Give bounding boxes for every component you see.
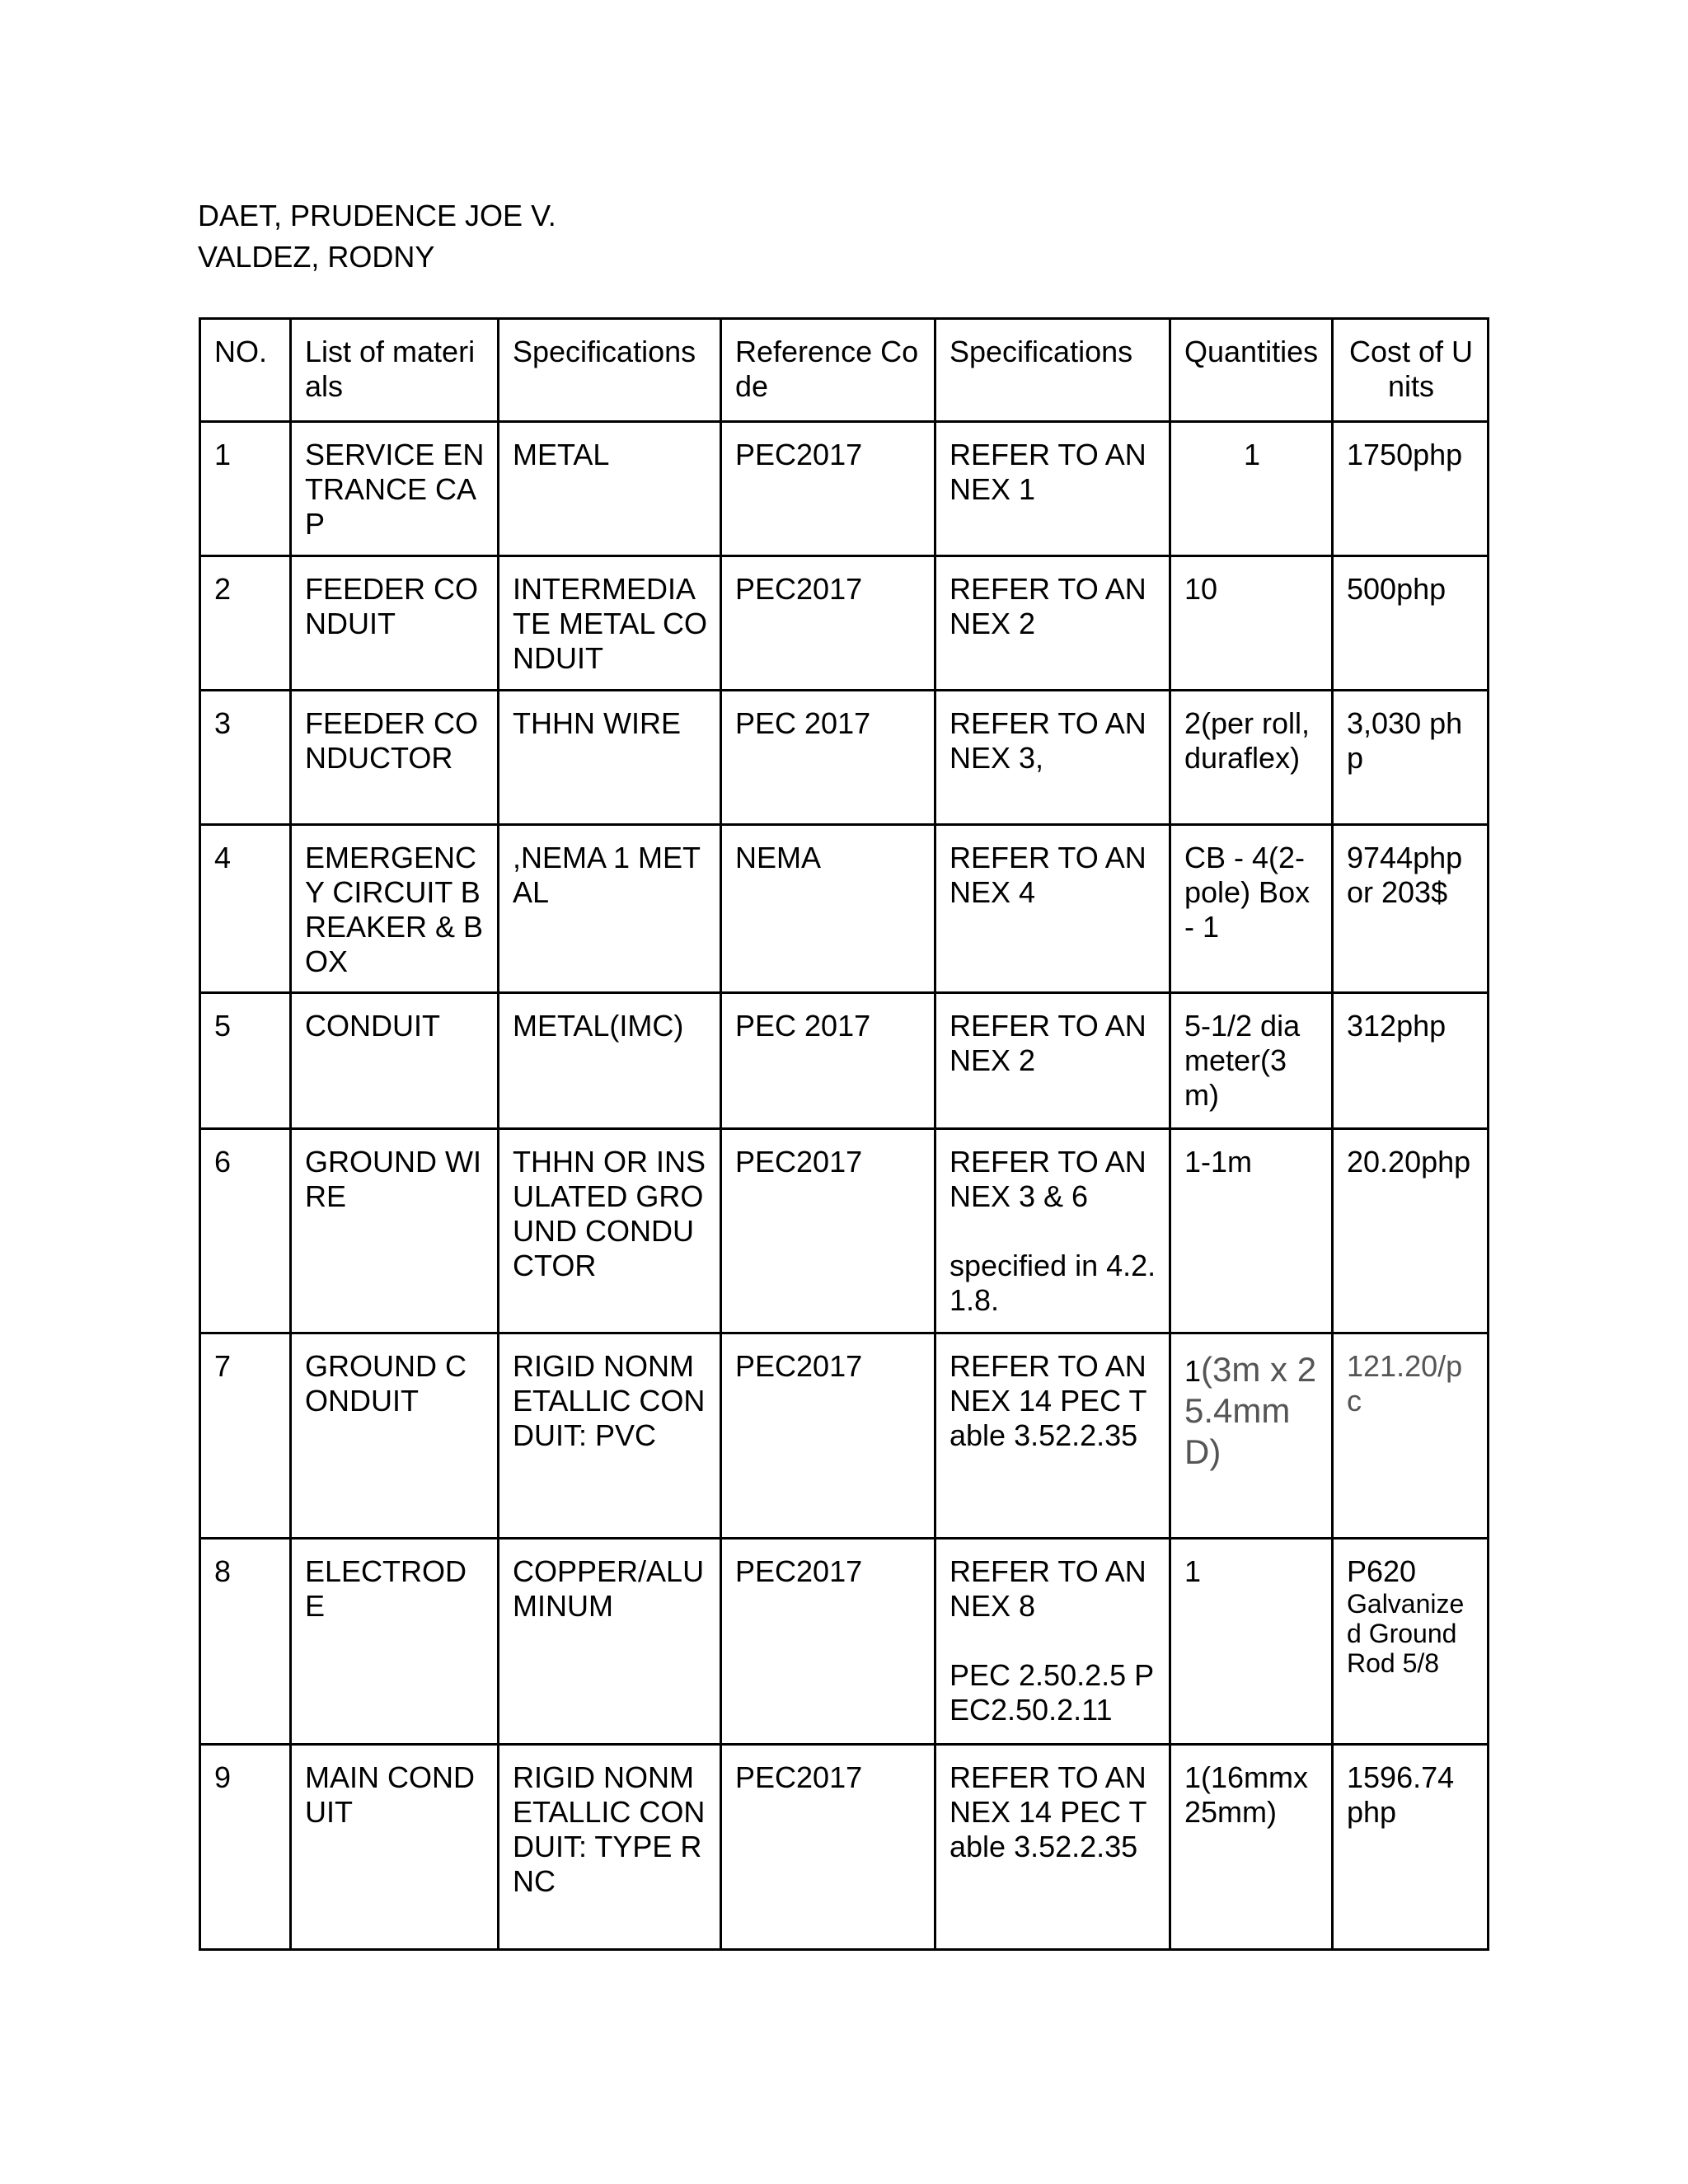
row-no: 6 xyxy=(200,1129,291,1333)
author-name: DAET, PRUDENCE JOE V. xyxy=(198,199,556,232)
row-spec: THHN OR INSULATED GROUND CONDUCTOR xyxy=(499,1129,721,1333)
header-specifications-2: Specifications xyxy=(935,319,1170,422)
spec2-line: REFER TO ANNEX 2 xyxy=(950,572,1146,640)
row-material: FEEDER CONDUCTOR xyxy=(291,691,499,825)
row-qty: 1 xyxy=(1170,1539,1333,1745)
row-spec2 xyxy=(935,422,1170,556)
row-ref: NEMA xyxy=(721,825,935,993)
row-qty: 1 xyxy=(1170,422,1333,556)
row-no: 7 xyxy=(200,1333,291,1539)
row-cost: 20.20php xyxy=(1333,1129,1489,1333)
spec2-line: REFER TO ANNEX 14 PEC Table 3.52.2.35 xyxy=(950,1349,1147,1452)
row-ref: PEC2017 xyxy=(721,556,935,691)
spacer xyxy=(950,1624,1157,1658)
qty-prefix: 1 xyxy=(1184,1354,1202,1388)
header-no: NO. xyxy=(200,319,291,422)
row-material: FEEDER CONDUIT xyxy=(291,556,499,691)
row-ref: PEC 2017 xyxy=(721,993,935,1129)
row-spec2 xyxy=(935,993,1170,1129)
spec2-line: PEC 2.50.2.5 PEC2.50.2.11 xyxy=(950,1658,1155,1727)
row-no: 2 xyxy=(200,556,291,691)
header-quantities: Quantities xyxy=(1170,319,1333,422)
author-list xyxy=(198,195,556,278)
row-material: SERVICE ENTRANCE CAP xyxy=(291,422,499,556)
spec2-line: REFER TO ANNEX 8 xyxy=(950,1554,1146,1623)
row-no: 4 xyxy=(200,825,291,993)
spec2-line: specified in 4.2.1.8. xyxy=(950,1249,1156,1317)
row-material: EMERGENCY CIRCUIT BREAKER & BOX xyxy=(291,825,499,993)
row-spec2 xyxy=(935,691,1170,825)
table-row xyxy=(200,691,1489,825)
row-material: ELECTRODE xyxy=(291,1539,499,1745)
row-material: CONDUIT xyxy=(291,993,499,1129)
row-cost: 121.20/pc xyxy=(1333,1333,1489,1539)
row-ref: PEC2017 xyxy=(721,1333,935,1539)
row-qty xyxy=(1170,1333,1333,1539)
row-material: MAIN CONDUIT xyxy=(291,1745,499,1950)
row-cost: 1750php xyxy=(1333,422,1489,556)
row-spec: COPPER/ALUMINUM xyxy=(499,1539,721,1745)
row-spec: THHN WIRE xyxy=(499,691,721,825)
row-qty: 1(16mmx 25mm) xyxy=(1170,1745,1333,1950)
table-row xyxy=(200,422,1489,556)
table-row xyxy=(200,1539,1489,1745)
cost-description: Galvanized Ground Rod 5/8 xyxy=(1347,1589,1465,1678)
row-cost: 9744php or 203$ xyxy=(1333,825,1489,993)
row-ref: PEC2017 xyxy=(721,422,935,556)
spec2-line: REFER TO ANNEX 2 xyxy=(950,1009,1146,1077)
header-reference-code: Reference Code xyxy=(721,319,935,422)
row-spec2 xyxy=(935,556,1170,691)
spacer xyxy=(950,1214,1157,1249)
qty-value: (3m x 25.4mm D) xyxy=(1184,1350,1317,1471)
table-header-row xyxy=(200,319,1489,422)
row-spec: RIGID NONMETALLIC CONDUIT: TYPE RNC xyxy=(499,1745,721,1950)
row-no: 3 xyxy=(200,691,291,825)
table-row xyxy=(200,993,1489,1129)
table-row xyxy=(200,825,1489,993)
row-cost: 312php xyxy=(1333,993,1489,1129)
spec2-line: REFER TO ANNEX 3, xyxy=(950,706,1146,775)
row-ref: PEC2017 xyxy=(721,1539,935,1745)
row-ref: PEC2017 xyxy=(721,1745,935,1950)
row-cost xyxy=(1333,1539,1489,1745)
row-material: GROUND WIRE xyxy=(291,1129,499,1333)
table-row xyxy=(200,1129,1489,1333)
row-spec: ,NEMA 1 METAL xyxy=(499,825,721,993)
row-qty: 1-1m xyxy=(1170,1129,1333,1333)
row-qty: 5-1/2 diameter(3m) xyxy=(1170,993,1333,1129)
row-qty: 2(per roll, duraflex) xyxy=(1170,691,1333,825)
row-ref: PEC 2017 xyxy=(721,691,935,825)
table-row xyxy=(200,1333,1489,1539)
row-spec: METAL(IMC) xyxy=(499,993,721,1129)
row-spec: INTERMEDIATE METAL CONDUIT xyxy=(499,556,721,691)
row-spec: METAL xyxy=(499,422,721,556)
row-qty: CB - 4(2-pole) Box - 1 xyxy=(1170,825,1333,993)
row-spec2 xyxy=(935,1745,1170,1950)
row-spec2 xyxy=(935,1333,1170,1539)
spec2-line: REFER TO ANNEX 1 xyxy=(950,438,1146,506)
spec2-line: REFER TO ANNEX 4 xyxy=(950,841,1146,909)
spec2-line: REFER TO ANNEX 3 & 6 xyxy=(950,1145,1146,1213)
row-no: 1 xyxy=(200,422,291,556)
materials-table xyxy=(199,317,1489,1951)
row-no: 5 xyxy=(200,993,291,1129)
table-row xyxy=(200,1745,1489,1950)
row-spec: RIGID NONMETALLIC CONDUIT: PVC xyxy=(499,1333,721,1539)
spec2-line: REFER TO ANNEX 14 PEC Table 3.52.2.35 xyxy=(950,1760,1147,1863)
row-material: GROUND CONDUIT xyxy=(291,1333,499,1539)
row-ref: PEC2017 xyxy=(721,1129,935,1333)
row-cost: 1596.74 php xyxy=(1333,1745,1489,1950)
row-no: 8 xyxy=(200,1539,291,1745)
row-cost: 500php xyxy=(1333,556,1489,691)
header-cost: Cost of Units xyxy=(1333,319,1489,422)
row-qty: 10 xyxy=(1170,556,1333,691)
row-cost: 3,030 php xyxy=(1333,691,1489,825)
row-no: 9 xyxy=(200,1745,291,1950)
row-spec2 xyxy=(935,825,1170,993)
table-row xyxy=(200,556,1489,691)
header-specifications: Specifications xyxy=(499,319,721,422)
row-spec2 xyxy=(935,1129,1170,1333)
header-materials: List of materials xyxy=(291,319,499,422)
cost-price: P620 xyxy=(1347,1554,1417,1588)
row-spec2 xyxy=(935,1539,1170,1745)
author-name: VALDEZ, RODNY xyxy=(198,240,435,274)
